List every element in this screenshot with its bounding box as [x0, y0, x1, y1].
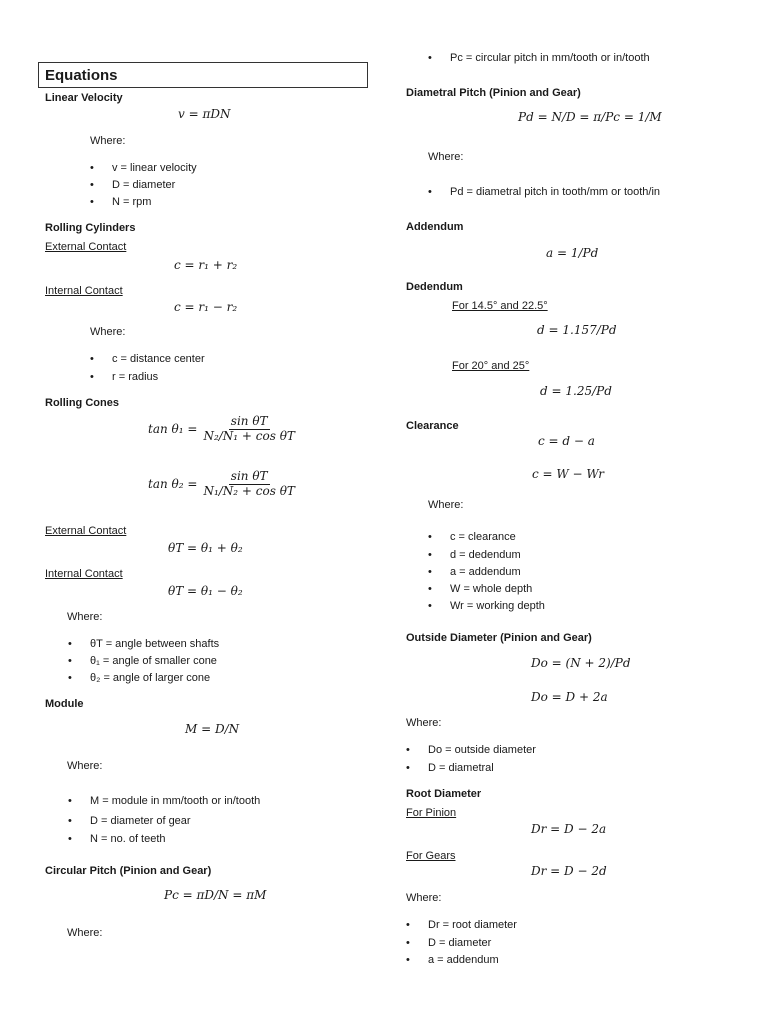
where-label: Where:	[406, 892, 442, 904]
heading-outside-diameter: Outside Diameter (Pinion and Gear)	[406, 632, 592, 644]
where-label: Where:	[67, 760, 103, 772]
numerator: sin θT	[230, 469, 268, 483]
bullet-item: • M = module in mm/tooth or in/tooth	[90, 795, 260, 807]
bullet-item: • D = diameter	[428, 937, 491, 949]
heading-rolling-cones: Rolling Cones	[45, 397, 119, 409]
bullet-item: • Pd = diametral pitch in tooth/mm or tooth/in	[450, 186, 660, 198]
where-label: Where:	[90, 326, 126, 338]
bullet-item: • d = dedendum	[450, 549, 521, 561]
bullet-item: • D = diameter of gear	[90, 815, 191, 827]
equation-external-contact: c = r₁ + r₂	[174, 258, 238, 272]
document-title-box	[38, 62, 368, 88]
equation-fraction	[201, 415, 297, 444]
bullet-item: • Wr = working depth	[450, 600, 545, 612]
numerator: sin θT	[230, 414, 268, 428]
subheading-for-pinion: For Pinion	[406, 807, 457, 819]
heading-circular-pitch: Circular Pitch (Pinion and Gear)	[45, 865, 212, 877]
subheading-external-contact: External Contact	[45, 525, 127, 537]
where-label: Where:	[67, 927, 103, 939]
subheading-case-1: For 14.5° and 22.5°	[452, 300, 548, 312]
equation-circular-pitch: Pc = πD/N = πM	[164, 888, 267, 902]
subheading-for-gears: For Gears	[406, 850, 456, 862]
bullet-item: • N = rpm	[112, 196, 151, 208]
subheading-internal-contact: Internal Contact	[45, 568, 123, 580]
heading-addendum: Addendum	[406, 221, 464, 233]
bullet-item: • W = whole depth	[450, 583, 532, 595]
equation-clearance-2: c = W − Wr	[532, 467, 604, 481]
bullet-item: • D = diametral	[428, 762, 494, 774]
bullet-item: • Pc = circular pitch in mm/tooth or in/tooth	[450, 52, 650, 64]
where-label: Where:	[406, 717, 442, 729]
equation-outside-diameter-2: Do = D + 2a	[531, 690, 608, 704]
bullet-item: • Do = outside diameter	[428, 744, 536, 756]
equation-clearance-1: c = d − a	[538, 434, 595, 448]
equation-addendum: a = 1/Pd	[546, 246, 599, 260]
equation-fraction	[201, 470, 297, 499]
subheading-internal-contact: Internal Contact	[45, 285, 123, 297]
bullet-item: • a = addendum	[450, 566, 521, 578]
equation-dedendum-2: d = 1.25/Pd	[540, 384, 612, 398]
equation-root-gears: Dr = D − 2d	[531, 864, 607, 878]
equation-outside-diameter-1: Do = (N + 2)/Pd	[531, 656, 631, 670]
bullet-item: • N = no. of teeth	[90, 833, 166, 845]
equation-tan-theta1	[148, 415, 298, 444]
denominator: N₁/N₂ + cos θT	[203, 483, 295, 498]
bullet-item: • θ₁ = angle of smaller cone	[90, 655, 217, 667]
equation-dedendum-1: d = 1.157/Pd	[537, 323, 617, 337]
where-label: Where:	[67, 611, 103, 623]
where-label: Where:	[428, 499, 464, 511]
equation-internal-contact: c = r₁ − r₂	[174, 300, 238, 314]
bullet-item: • Dr = root diameter	[428, 919, 517, 931]
heading-linear-velocity: Linear Velocity	[45, 92, 123, 104]
bullet-item: • D = diameter	[112, 179, 175, 191]
bullet-item: • c = distance center	[112, 353, 205, 365]
equation-lhs: tan θ₁ =	[148, 422, 198, 437]
equation-linear-velocity: v = πDN	[178, 107, 231, 121]
subheading-case-2: For 20° and 25°	[452, 360, 530, 372]
bullet-item: • r = radius	[112, 371, 158, 383]
equation-diametral-pitch: Pd = N/D = π/Pc = 1/M	[518, 110, 662, 124]
subheading-external-contact: External Contact	[45, 241, 127, 253]
bullet-item: • θ₂ = angle of larger cone	[90, 672, 210, 684]
equation-lhs: tan θ₂ =	[148, 477, 198, 492]
heading-dedendum: Dedendum	[406, 281, 463, 293]
where-label: Where:	[428, 151, 464, 163]
equation-external-contact: θT = θ₁ + θ₂	[168, 541, 243, 555]
equation-internal-contact: θT = θ₁ − θ₂	[168, 584, 243, 598]
bullet-item: • c = clearance	[450, 531, 516, 543]
heading-root-diameter: Root Diameter	[406, 788, 482, 800]
heading-module: Module	[45, 698, 84, 710]
heading-rolling-cylinders: Rolling Cylinders	[45, 222, 136, 234]
bullet-item: • v = linear velocity	[112, 162, 197, 174]
bullet-item: • a = addendum	[428, 954, 499, 966]
equation-root-pinion: Dr = D − 2a	[531, 822, 607, 836]
equation-module: M = D/N	[185, 722, 240, 736]
heading-diametral-pitch: Diametral Pitch (Pinion and Gear)	[406, 87, 581, 99]
document-title: Equations	[45, 67, 118, 84]
denominator: N₂/N₁ + cos θT	[203, 428, 295, 443]
heading-clearance: Clearance	[406, 420, 459, 432]
bullet-item: • θT = angle between shafts	[90, 638, 219, 650]
where-label: Where:	[90, 135, 126, 147]
equation-tan-theta2	[148, 470, 298, 499]
